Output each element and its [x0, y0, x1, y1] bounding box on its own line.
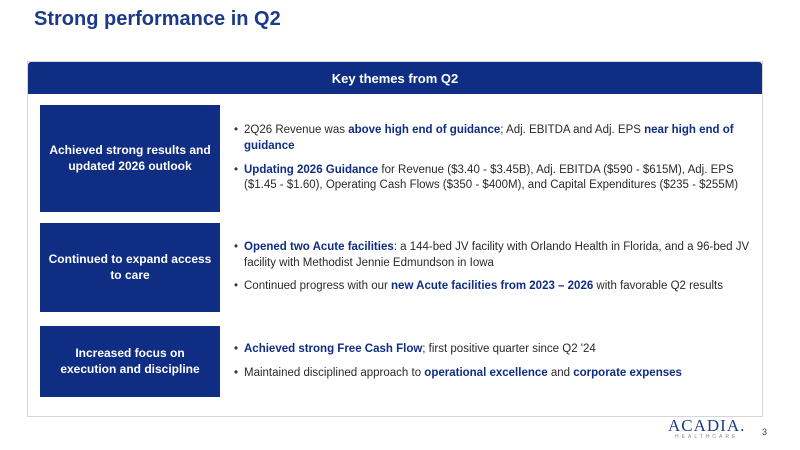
bullet-emphasis: Achieved strong Free Cash Flow	[244, 342, 423, 355]
bullet-text: with favorable Q2 results	[593, 280, 723, 293]
logo-subtitle: HEALTHCARE	[675, 434, 739, 440]
bullet-emphasis: above high end of guidance	[348, 124, 501, 137]
bullet-item	[234, 123, 752, 154]
theme-row-execution	[40, 326, 752, 397]
theme-body	[220, 223, 752, 312]
bullet-item	[234, 366, 752, 382]
theme-label: Achieved strong results and updated 2026 outlook	[40, 105, 220, 212]
bullet-emphasis: new Acute facilities from 2023 – 2026	[391, 280, 594, 293]
bullet-item	[234, 342, 752, 358]
theme-body	[220, 105, 752, 212]
bullet-item	[234, 240, 752, 271]
bullet-text: ; Adj. EBITDA and Adj. EPS	[500, 124, 645, 137]
bullet-text: 2Q26 Revenue was	[244, 124, 349, 137]
theme-row-results	[40, 105, 752, 212]
bullet-emphasis: corporate expenses	[573, 366, 682, 379]
bullet-text: for Revenue ($3.40 - $3.45B), Adj. EBITDA ($590 - $615M), Adj. EPS ($1.45 - $1.60), Operating Cash Flows ($350 - $400M), and Capital Expenditures ($235 - $255M)	[244, 163, 739, 192]
bullet-list	[234, 342, 752, 381]
bullet-item	[234, 163, 752, 194]
theme-label: Increased focus on execution and discipline	[40, 326, 220, 397]
theme-row-access	[40, 223, 752, 312]
bullet-list	[234, 240, 752, 295]
bullet-text: and	[547, 366, 574, 379]
bullet-text: : a 144-bed JV facility with Orlando Health in Florida, and a 96-bed JV facility with Methodist Jennie Edmundson in Iowa	[244, 241, 750, 269]
bullet-emphasis: near high end of guidance	[244, 124, 734, 152]
bullet-text: Continued progress with our	[244, 280, 392, 293]
theme-label: Continued to expand access to care	[40, 223, 220, 312]
bullet-item	[234, 279, 752, 295]
bullet-text: ; first positive quarter since Q2 '24	[422, 342, 596, 355]
page-number: 3	[762, 427, 768, 437]
logo-wordmark: ACADIA.	[668, 416, 746, 435]
bullet-text: Maintained disciplined approach to	[244, 366, 425, 379]
bullet-emphasis: Opened two Acute facilities	[244, 241, 394, 254]
panel-header: Key themes from Q2	[28, 62, 762, 94]
key-themes-panel	[27, 61, 763, 417]
theme-body	[220, 326, 752, 397]
bullet-emphasis: Updating 2026 Guidance	[244, 163, 379, 176]
bullet-emphasis: operational excellence	[424, 366, 548, 379]
page-title: Strong performance in Q2	[34, 8, 281, 30]
bullet-list	[234, 123, 752, 193]
company-logo	[668, 416, 745, 440]
